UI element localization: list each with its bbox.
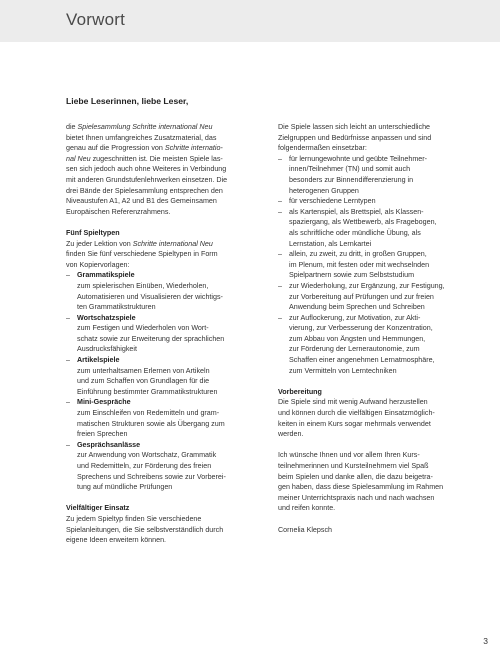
body-text: und können durch die vielfältigen Einsatzmöglich- xyxy=(278,409,435,418)
body-text: Zu jedem Spieltyp finden Sie verschiedene xyxy=(66,514,202,523)
body-text: gen haben, dass diese Spielesammlung im Rahmen xyxy=(278,483,444,492)
list-item xyxy=(278,313,468,377)
dash-bullet: – xyxy=(278,197,282,206)
item-text: zum spielerischen Einüben, Wiederholen, xyxy=(77,281,209,290)
item-text: für lernungewohnte und geübte Teilnehmer- xyxy=(289,154,428,163)
item-text: heterogenen Gruppen xyxy=(289,186,359,195)
dash-bullet: – xyxy=(278,250,282,259)
item-title: Artikelspiele xyxy=(77,356,120,365)
body-text: keiten in einem Kurs sogar mehrmals verwendet xyxy=(278,419,431,428)
dash-bullet: – xyxy=(66,271,70,280)
section-heading: Fünf Spieltypen xyxy=(66,228,120,237)
list-item xyxy=(66,397,256,439)
left-column xyxy=(66,122,256,556)
list-item xyxy=(278,154,468,196)
list-item xyxy=(278,249,468,281)
item-text: Einführung bestimmter Grammatikstrukturen xyxy=(77,387,218,396)
item-title: Gesprächsanlässe xyxy=(77,440,141,449)
intro-text: genau auf die Progression von xyxy=(66,144,165,153)
book-title: nal Neu xyxy=(66,154,91,163)
item-text: spaziergang, als Wettbewerb, als Fragebogen, xyxy=(289,218,437,227)
intro-text: bietet Ihnen umfangreiches Zusatzmaterial, das xyxy=(66,133,217,142)
list-item xyxy=(66,355,256,397)
item-text: Automatisieren und Visualisieren der wichtigs- xyxy=(77,292,223,301)
body-text: Zielgruppen und Bedürfnisse anpassen und sind xyxy=(278,133,432,142)
item-text: zur Auflockerung, zur Motivation, zur Akti- xyxy=(289,313,421,322)
item-text: Anwendung beim Sprechen und Schreiben xyxy=(289,303,425,312)
greeting: Liebe Leserinnen, liebe Leser, xyxy=(66,96,189,106)
item-text: ten Grammatikstrukturen xyxy=(77,303,156,312)
list-item xyxy=(278,207,468,249)
item-text: im Plenum, mit festen oder mit wechselnden xyxy=(289,260,430,269)
types-section xyxy=(66,228,256,493)
list-item xyxy=(66,313,256,355)
item-text: zum Festigen und Wiederholen von Wort- xyxy=(77,324,209,333)
item-text: Sprechens und Schreibens sowie zur Vorberei- xyxy=(77,472,226,481)
item-text: zum unterhaltsamen Erlernen von Artikeln xyxy=(77,366,210,375)
page-title: Vorwort xyxy=(66,10,126,29)
item-text: tung auf mündliche Prüfungen xyxy=(77,483,173,492)
item-text: zur Wiederholung, zur Ergänzung, zur Festigung, xyxy=(289,281,445,290)
item-title: Wortschatzspiele xyxy=(77,313,136,322)
dash-bullet: – xyxy=(278,313,282,322)
intro-text: sen sich jedoch auch ohne Weiteres in Verbindung xyxy=(66,165,227,174)
body-text: teilnehmerinnen und Kursteilnehmern viel Spaß xyxy=(278,462,429,470)
dash-bullet: – xyxy=(278,281,282,290)
body-text: finden Sie fünf verschiedene Spieltypen in Form xyxy=(66,250,218,259)
dash-bullet: – xyxy=(278,207,282,216)
item-text: als schriftliche oder mündliche Übung, als xyxy=(289,228,421,237)
item-text: Ausdrucksfähigkeit xyxy=(77,345,137,354)
item-text: Spielpartnern sowie zum Selbststudium xyxy=(289,271,415,280)
item-text: und Redemitteln, zur Förderung des freien xyxy=(77,462,212,470)
list-item xyxy=(66,440,256,493)
book-title: Spielesammlung Schritte international Neu xyxy=(77,123,213,131)
body-text: Ich wünsche Ihnen und vor allem Ihren Kurs- xyxy=(278,451,420,460)
body-text: Zu jeder Lektion von xyxy=(66,239,133,248)
body-text: beim Spielen und danke allen, die dazu beigetra- xyxy=(278,472,433,481)
item-text: für verschiedene Lerntypen xyxy=(289,197,376,206)
author-signature: Cornelia Klepsch xyxy=(278,525,332,534)
item-text: vierung, zur Verbesserung der Konzentration, xyxy=(289,324,433,333)
body-text: Die Spiele sind mit wenig Aufwand herzustellen xyxy=(278,398,428,407)
item-text: zum Vermitteln von Lerntechniken xyxy=(289,366,397,375)
prep-section xyxy=(278,387,468,440)
body-text: eigene Ideen erweitern können. xyxy=(66,536,167,545)
item-text: Schaffen einer angenehmen Lernatmosphäre, xyxy=(289,356,435,365)
body-text: Die Spiele lassen sich leicht an unterschiedliche xyxy=(278,123,431,131)
intro-text: Niveaustufen A1, A2 und B1 des Gemeinsamen xyxy=(66,197,217,206)
right-column xyxy=(278,122,468,535)
intro-text: zugeschnitten ist. Die meisten Spiele las- xyxy=(90,154,223,163)
closing-paragraph xyxy=(278,450,468,514)
book-title: Schritte internatio- xyxy=(164,144,223,153)
item-text: und zum Schaffen von Grundlagen für die xyxy=(77,377,210,386)
book-title: Schritte international Neu xyxy=(132,239,213,248)
intro-text: Europäischen Referenzrahmens. xyxy=(66,207,171,216)
section-heading: Vorbereitung xyxy=(278,387,322,396)
dash-bullet: – xyxy=(66,398,70,407)
item-text: als Kartenspiel, als Brettspiel, als Klassen- xyxy=(289,207,424,216)
list-item xyxy=(278,196,468,207)
variety-section xyxy=(66,503,256,545)
item-text: zur Förderung der Lernerautonomie, zum xyxy=(289,345,420,354)
usage-section xyxy=(278,122,468,376)
body-text: von Kopiervorlagen: xyxy=(66,260,130,269)
body-text: werden. xyxy=(278,430,304,439)
item-title: Grammatikspiele xyxy=(77,271,135,280)
dash-bullet: – xyxy=(66,356,70,365)
item-text: innen/Teilnehmer (TN) und somit auch xyxy=(289,165,411,174)
item-text: zum Einschleifen von Redemitteln und gram- xyxy=(77,409,220,418)
dash-bullet: – xyxy=(66,313,70,322)
body-text: folgendermaßen einsetzbar: xyxy=(278,144,367,153)
intro-paragraph xyxy=(66,122,256,217)
item-title: Mini-Gespräche xyxy=(77,398,131,407)
intro-text: drei Bände der Spielesammlung entsprechen den xyxy=(66,186,223,195)
body-text: meiner Unterrichtspraxis nach und nach wachsen xyxy=(278,493,435,502)
section-heading: Vielfältiger Einsatz xyxy=(66,504,130,513)
list-item xyxy=(66,270,256,312)
item-text: allein, zu zweit, zu dritt, in großen Gruppen, xyxy=(289,250,427,259)
item-text: freien Sprechen xyxy=(77,430,128,439)
dash-bullet: – xyxy=(66,440,70,449)
item-text: Lernstation, als Lernkartei xyxy=(289,239,372,248)
page-number: 3 xyxy=(483,636,488,646)
item-text: schatz sowie zur Erweiterung der sprachlichen xyxy=(77,334,225,343)
item-text: matischen Strukturen sowie als Übergang zum xyxy=(77,419,225,428)
dash-bullet: – xyxy=(278,154,282,163)
item-text: zur Vorbereitung auf Prüfungen und zur freien xyxy=(289,292,434,301)
intro-text: mit anderen Grundstufenlehrwerken einsetzen. Die xyxy=(66,175,228,184)
item-text: zur Anwendung von Wortschatz, Grammatik xyxy=(77,451,217,460)
item-text: besonders zur Binnendifferenzierung in xyxy=(289,175,414,184)
item-text: zum Abbau von Ängsten und Hemmungen, xyxy=(289,334,426,343)
list-item xyxy=(278,281,468,313)
body-text: Spielanleitungen, die Sie selbstverständlich durch xyxy=(66,525,224,534)
intro-text: die xyxy=(66,123,78,131)
body-text: und reifen konnte. xyxy=(278,504,336,513)
